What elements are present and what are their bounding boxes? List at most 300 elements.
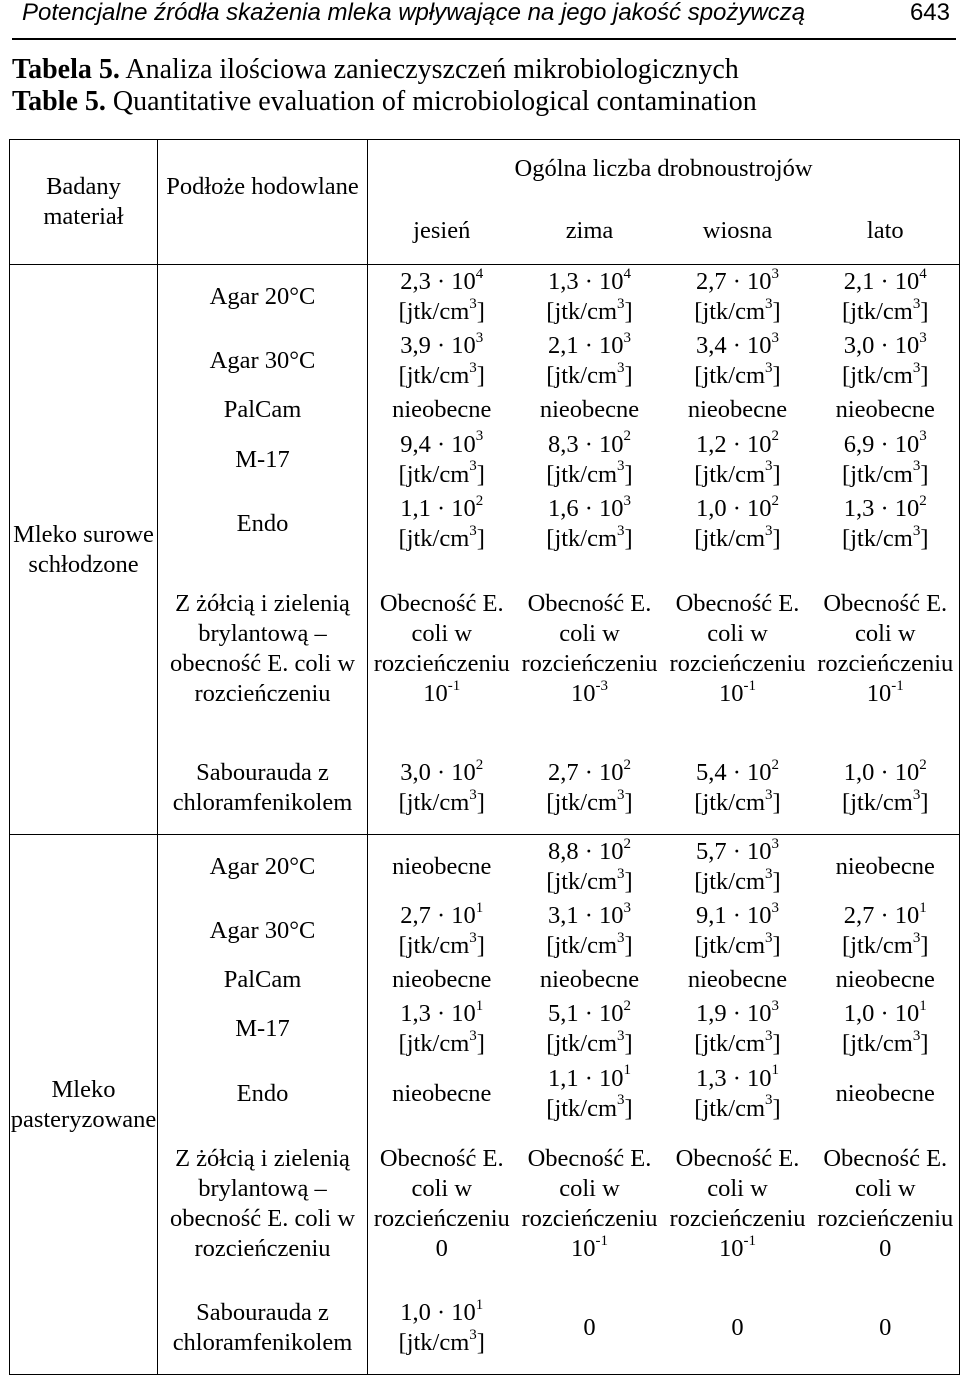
value-text: 1,0 · 10 — [843, 1000, 920, 1028]
unit-text: [jtk/cm — [694, 932, 766, 959]
value-text: 1,9 · 10 — [695, 1000, 772, 1028]
value-text: 2,7 · 10 — [695, 268, 772, 296]
value-text: nieobecne — [835, 853, 935, 881]
value-cell — [812, 556, 960, 743]
value-number — [368, 494, 516, 524]
unit-exponent: 3 — [469, 296, 477, 313]
value-text: Obecność E. coli w rozcieńczeniu — [669, 1144, 806, 1232]
value-text: 1,6 · 10 — [547, 494, 624, 522]
dilution-exponent: -1 — [447, 677, 461, 694]
unit-text: [jtk/cm — [694, 298, 766, 326]
table-row — [10, 835, 960, 899]
value-unit — [664, 931, 812, 961]
unit-text: [jtk/cm — [842, 789, 913, 817]
unit-exponent: 3 — [469, 1028, 477, 1045]
unit-close: ] — [772, 868, 781, 896]
substrate-cell: Agar 30°C — [158, 329, 368, 393]
unit-text: [jtk/cm — [694, 362, 766, 390]
value-cell — [812, 427, 960, 491]
value-text: 1,3 · 10 — [695, 1064, 772, 1092]
value-number — [812, 1144, 960, 1234]
value-cell — [516, 1282, 664, 1374]
value-dilution — [664, 1234, 812, 1264]
value-number — [368, 589, 516, 679]
value-unit — [812, 788, 960, 818]
value-cell — [516, 963, 664, 997]
unit-exponent: 3 — [469, 522, 477, 539]
value-unit — [664, 524, 812, 554]
unit-text: [jtk/cm — [398, 789, 470, 817]
value-cell — [368, 427, 516, 491]
unit-text: [jtk/cm — [842, 524, 913, 552]
value-text: nieobecne — [687, 966, 788, 994]
unit-text: [jtk/cm — [398, 460, 470, 488]
value-exponent: 2 — [771, 492, 780, 509]
value-unit — [812, 931, 960, 961]
value-number — [516, 430, 664, 460]
unit-exponent: 3 — [765, 360, 773, 377]
unit-exponent: 3 — [617, 1028, 625, 1045]
unit-exponent: 3 — [617, 458, 625, 475]
value-exponent: 2 — [475, 757, 484, 774]
substrate-cell: PalCam — [158, 393, 368, 427]
value-cell — [812, 997, 960, 1061]
value-cell — [516, 393, 664, 427]
value-cell — [664, 1282, 812, 1374]
unit-exponent: 3 — [617, 865, 625, 882]
value-number — [368, 395, 516, 425]
substrate-cell: Sabourauda z chloramfenikolem — [158, 1282, 368, 1374]
value-cell — [516, 265, 664, 329]
unit-exponent: 3 — [617, 929, 625, 946]
page-number: 643 — [909, 0, 950, 26]
value-text: 8,8 · 10 — [547, 838, 624, 866]
value-unit — [368, 931, 516, 961]
dilution-text: 10 — [719, 1234, 744, 1262]
dilution-text: 10 — [719, 680, 744, 708]
unit-exponent: 3 — [912, 1028, 921, 1045]
unit-text: [jtk/cm — [694, 1094, 766, 1122]
value-number — [368, 331, 516, 361]
unit-close: ] — [476, 1329, 485, 1357]
unit-text: [jtk/cm — [398, 1329, 470, 1357]
substrate-cell: Agar 20°C — [158, 265, 368, 329]
value-text: 0 — [731, 1314, 744, 1342]
value-unit — [516, 361, 664, 391]
value-exponent: 1 — [771, 1062, 780, 1079]
value-text: Obecność E. coli w rozcieńczeniu — [521, 590, 658, 678]
value-text: 2,1 · 10 — [843, 268, 920, 296]
unit-exponent: 3 — [765, 929, 773, 946]
value-exponent: 1 — [475, 899, 484, 916]
unit-close: ] — [624, 1030, 633, 1058]
unit-exponent: 3 — [912, 296, 921, 313]
unit-close: ] — [624, 932, 633, 959]
running-head-title: Potencjalne źródła skażenia mleka wpływające na jego jakość spożywczą — [22, 0, 806, 26]
substrate-cell: Sabourauda z chloramfenikolem — [158, 742, 368, 834]
value-text: 1,3 · 10 — [400, 1000, 476, 1028]
value-text: 5,7 · 10 — [695, 838, 772, 866]
value-cell — [664, 963, 812, 997]
unit-text: [jtk/cm — [546, 524, 618, 552]
value-unit — [516, 460, 664, 490]
header-substrate: Podłoże hodowlane — [158, 140, 368, 265]
value-number — [368, 1144, 516, 1234]
value-number — [516, 494, 664, 524]
value-cell — [516, 1061, 664, 1125]
substrate-cell: Agar 30°C — [158, 899, 368, 963]
value-unit — [664, 867, 812, 897]
value-exponent: 3 — [623, 492, 632, 509]
value-cell — [368, 1061, 516, 1125]
value-exponent: 1 — [919, 899, 927, 916]
dilution-text: 10 — [571, 1234, 596, 1262]
dilution-exponent: -1 — [743, 677, 756, 694]
value-cell — [812, 492, 960, 556]
header-season-summer: lato — [812, 198, 960, 265]
running-head — [12, 0, 956, 40]
unit-exponent: 3 — [765, 296, 773, 313]
value-number — [368, 852, 516, 882]
table-row — [10, 265, 960, 329]
value-text: 2,3 · 10 — [400, 268, 476, 296]
value-unit — [664, 297, 812, 327]
dilution-exponent: -1 — [891, 677, 904, 694]
unit-close: ] — [920, 524, 929, 552]
value-number — [368, 430, 516, 460]
unit-text: [jtk/cm — [398, 298, 470, 326]
unit-text: [jtk/cm — [546, 362, 618, 390]
value-cell — [664, 556, 812, 743]
unit-exponent: 3 — [617, 522, 625, 539]
value-cell — [664, 329, 812, 393]
value-cell — [368, 393, 516, 427]
unit-close: ] — [476, 460, 485, 488]
value-cell — [664, 1126, 812, 1283]
unit-close: ] — [772, 1094, 781, 1122]
value-number — [516, 837, 664, 867]
value-cell — [812, 1282, 960, 1374]
value-text: nieobecne — [392, 396, 492, 424]
value-text: 2,7 · 10 — [547, 759, 624, 787]
value-text: Obecność E. coli w rozcieńczeniu — [817, 590, 954, 678]
unit-text: [jtk/cm — [546, 1030, 618, 1058]
value-number — [812, 965, 960, 995]
unit-close: ] — [476, 298, 485, 326]
value-number — [368, 267, 516, 297]
value-exponent: 1 — [475, 998, 484, 1015]
value-exponent: 1 — [919, 998, 927, 1015]
value-unit — [368, 297, 516, 327]
value-text: 5,4 · 10 — [695, 759, 772, 787]
value-dilution — [812, 1234, 960, 1264]
value-cell — [368, 1126, 516, 1283]
unit-text: [jtk/cm — [546, 460, 618, 488]
unit-close: ] — [920, 298, 929, 326]
value-exponent: 2 — [623, 835, 632, 852]
unit-exponent: 3 — [765, 458, 773, 475]
header-season-winter: zima — [516, 198, 664, 265]
value-number — [812, 395, 960, 425]
value-number — [664, 965, 812, 995]
unit-text: [jtk/cm — [546, 868, 618, 896]
value-number — [664, 494, 812, 524]
unit-exponent: 3 — [912, 929, 921, 946]
value-text: nieobecne — [392, 966, 492, 994]
value-exponent: 3 — [771, 998, 780, 1015]
value-exponent: 2 — [771, 428, 780, 445]
value-unit — [368, 460, 516, 490]
value-unit — [812, 1029, 960, 1059]
value-unit — [516, 867, 664, 897]
unit-exponent: 3 — [765, 1092, 773, 1109]
value-unit — [812, 297, 960, 327]
value-unit — [812, 524, 960, 554]
unit-exponent: 3 — [912, 522, 921, 539]
value-number — [516, 1313, 664, 1343]
value-cell — [664, 265, 812, 329]
unit-close: ] — [624, 1094, 633, 1122]
value-exponent: 2 — [919, 492, 927, 509]
value-cell — [368, 899, 516, 963]
value-number — [812, 589, 960, 679]
dilution-exponent: -1 — [743, 1232, 756, 1249]
unit-exponent: 3 — [469, 458, 477, 475]
value-number — [812, 494, 960, 524]
value-cell — [812, 742, 960, 834]
value-text: nieobecne — [539, 966, 640, 994]
value-text: nieobecne — [392, 853, 492, 881]
value-unit — [664, 1029, 812, 1059]
unit-exponent: 3 — [617, 1092, 625, 1109]
header-row — [10, 140, 960, 198]
value-unit — [516, 931, 664, 961]
value-number — [368, 901, 516, 931]
header-season-spring: wiosna — [664, 198, 812, 265]
value-cell — [516, 899, 664, 963]
value-number — [368, 758, 516, 788]
value-text: nieobecne — [539, 396, 640, 424]
value-cell — [368, 556, 516, 743]
substrate-cell: Agar 20°C — [158, 835, 368, 899]
value-text: 2,7 · 10 — [843, 902, 920, 929]
value-cell — [664, 492, 812, 556]
value-cell — [812, 265, 960, 329]
unit-close: ] — [624, 789, 633, 817]
dilution-text: 10 — [866, 680, 892, 708]
unit-exponent: 3 — [765, 865, 773, 882]
value-number — [368, 1079, 516, 1109]
value-cell — [812, 1061, 960, 1125]
value-dilution — [516, 679, 664, 709]
value-text: nieobecne — [835, 1079, 935, 1107]
value-text: nieobecne — [835, 966, 935, 994]
unit-close: ] — [476, 1030, 485, 1058]
unit-exponent: 3 — [617, 296, 625, 313]
value-cell — [664, 742, 812, 834]
unit-text: [jtk/cm — [398, 1030, 470, 1058]
value-cell — [516, 427, 664, 491]
unit-close: ] — [772, 298, 781, 326]
value-number — [516, 965, 664, 995]
value-unit — [368, 361, 516, 391]
value-number — [812, 901, 960, 931]
value-cell — [664, 997, 812, 1061]
value-text: 1,3 · 10 — [547, 268, 624, 296]
value-number — [664, 267, 812, 297]
value-text: nieobecne — [835, 396, 935, 424]
value-text: 1,0 · 10 — [400, 1299, 476, 1327]
value-text: 6,9 · 10 — [843, 430, 920, 458]
unit-exponent: 3 — [912, 360, 921, 377]
value-number — [368, 999, 516, 1029]
unit-text: [jtk/cm — [694, 789, 766, 817]
value-number — [812, 1313, 960, 1343]
value-text: nieobecne — [687, 396, 788, 424]
value-unit — [368, 1328, 516, 1358]
value-cell — [368, 963, 516, 997]
dilution-text: 0 — [435, 1234, 448, 1262]
dilution-text: 10 — [423, 680, 448, 708]
value-exponent: 3 — [771, 330, 780, 347]
unit-close: ] — [624, 524, 633, 552]
value-exponent: 2 — [771, 757, 780, 774]
value-text: Obecność E. coli w rozcieńczeniu — [373, 590, 510, 678]
unit-close: ] — [772, 789, 781, 817]
unit-exponent: 3 — [617, 787, 625, 804]
unit-exponent: 3 — [469, 787, 477, 804]
unit-text: [jtk/cm — [546, 789, 618, 817]
value-number — [516, 589, 664, 679]
value-text: 1,1 · 10 — [547, 1064, 624, 1092]
value-exponent: 3 — [919, 428, 927, 445]
value-dilution — [368, 1234, 516, 1264]
value-number — [664, 589, 812, 679]
value-number — [664, 901, 812, 931]
value-dilution — [516, 1234, 664, 1264]
value-number — [516, 331, 664, 361]
unit-close: ] — [476, 932, 485, 959]
value-cell — [516, 997, 664, 1061]
unit-exponent: 3 — [469, 360, 477, 377]
value-number — [664, 999, 812, 1029]
unit-close: ] — [920, 1030, 929, 1058]
value-cell — [368, 997, 516, 1061]
value-text: 1,3 · 10 — [843, 494, 920, 522]
unit-close: ] — [772, 1030, 781, 1058]
dilution-exponent: -3 — [595, 677, 608, 694]
value-unit — [516, 1029, 664, 1059]
value-unit — [812, 460, 960, 490]
data-table — [9, 139, 960, 1375]
unit-text: [jtk/cm — [546, 1094, 618, 1122]
unit-text: [jtk/cm — [398, 524, 470, 552]
unit-exponent: 3 — [765, 1028, 773, 1045]
value-text: 3,1 · 10 — [547, 902, 624, 929]
value-dilution — [664, 679, 812, 709]
value-text: Obecność E. coli w rozcieńczeniu — [521, 1144, 658, 1232]
unit-text: [jtk/cm — [694, 868, 766, 896]
substrate-cell: Endo — [158, 492, 368, 556]
value-cell — [368, 265, 516, 329]
value-number — [664, 430, 812, 460]
value-text: 0 — [583, 1314, 596, 1342]
dilution-exponent: -1 — [595, 1232, 608, 1249]
value-exponent: 2 — [623, 998, 632, 1015]
value-exponent: 4 — [919, 266, 927, 283]
unit-exponent: 3 — [617, 360, 625, 377]
unit-text: [jtk/cm — [842, 460, 913, 488]
value-text: 2,1 · 10 — [547, 332, 624, 360]
value-cell — [368, 329, 516, 393]
value-text: 1,2 · 10 — [695, 430, 772, 458]
value-cell — [368, 742, 516, 834]
value-cell — [812, 963, 960, 997]
value-unit — [368, 788, 516, 818]
substrate-cell: M-17 — [158, 427, 368, 491]
unit-close: ] — [772, 932, 781, 959]
value-text: 9,4 · 10 — [400, 430, 476, 458]
value-unit — [516, 297, 664, 327]
value-cell — [516, 1126, 664, 1283]
caption-en — [12, 86, 952, 118]
value-text: 9,1 · 10 — [695, 902, 772, 929]
value-cell — [664, 899, 812, 963]
unit-close: ] — [476, 789, 485, 817]
substrate-cell: Z żółcią i zielenią brylantową – obecność E. coli w rozcieńczeniu — [158, 1126, 368, 1283]
unit-text: [jtk/cm — [694, 460, 766, 488]
value-cell — [368, 1282, 516, 1374]
value-number — [664, 1313, 812, 1343]
value-text: 8,3 · 10 — [547, 430, 624, 458]
unit-close: ] — [772, 362, 781, 390]
unit-close: ] — [920, 362, 929, 390]
value-text: 5,1 · 10 — [547, 1000, 624, 1028]
value-cell — [516, 492, 664, 556]
unit-text: [jtk/cm — [694, 524, 766, 552]
material-cell: Mleko pasteryzowane — [10, 835, 158, 1375]
value-exponent: 2 — [919, 757, 927, 774]
value-cell — [368, 835, 516, 899]
value-cell — [664, 835, 812, 899]
value-unit — [516, 788, 664, 818]
value-number — [664, 395, 812, 425]
value-unit — [516, 1094, 664, 1124]
value-number — [516, 999, 664, 1029]
value-text: 3,4 · 10 — [695, 332, 772, 360]
value-number — [812, 267, 960, 297]
value-number — [664, 837, 812, 867]
unit-close: ] — [920, 932, 929, 959]
value-dilution — [368, 679, 516, 709]
value-exponent: 2 — [623, 428, 632, 445]
value-cell — [812, 899, 960, 963]
value-number — [812, 852, 960, 882]
value-text: 1,0 · 10 — [695, 494, 772, 522]
unit-close: ] — [772, 460, 781, 488]
unit-text: [jtk/cm — [398, 362, 470, 390]
unit-exponent: 3 — [912, 458, 921, 475]
unit-close: ] — [476, 362, 485, 390]
unit-exponent: 3 — [469, 929, 477, 946]
caption-en-label: Table 5. — [12, 86, 106, 117]
header-material: Badany materiał — [10, 140, 158, 265]
value-unit — [664, 460, 812, 490]
unit-close: ] — [772, 524, 781, 552]
value-number — [812, 430, 960, 460]
value-text: nieobecne — [392, 1079, 492, 1107]
unit-close: ] — [476, 524, 485, 552]
